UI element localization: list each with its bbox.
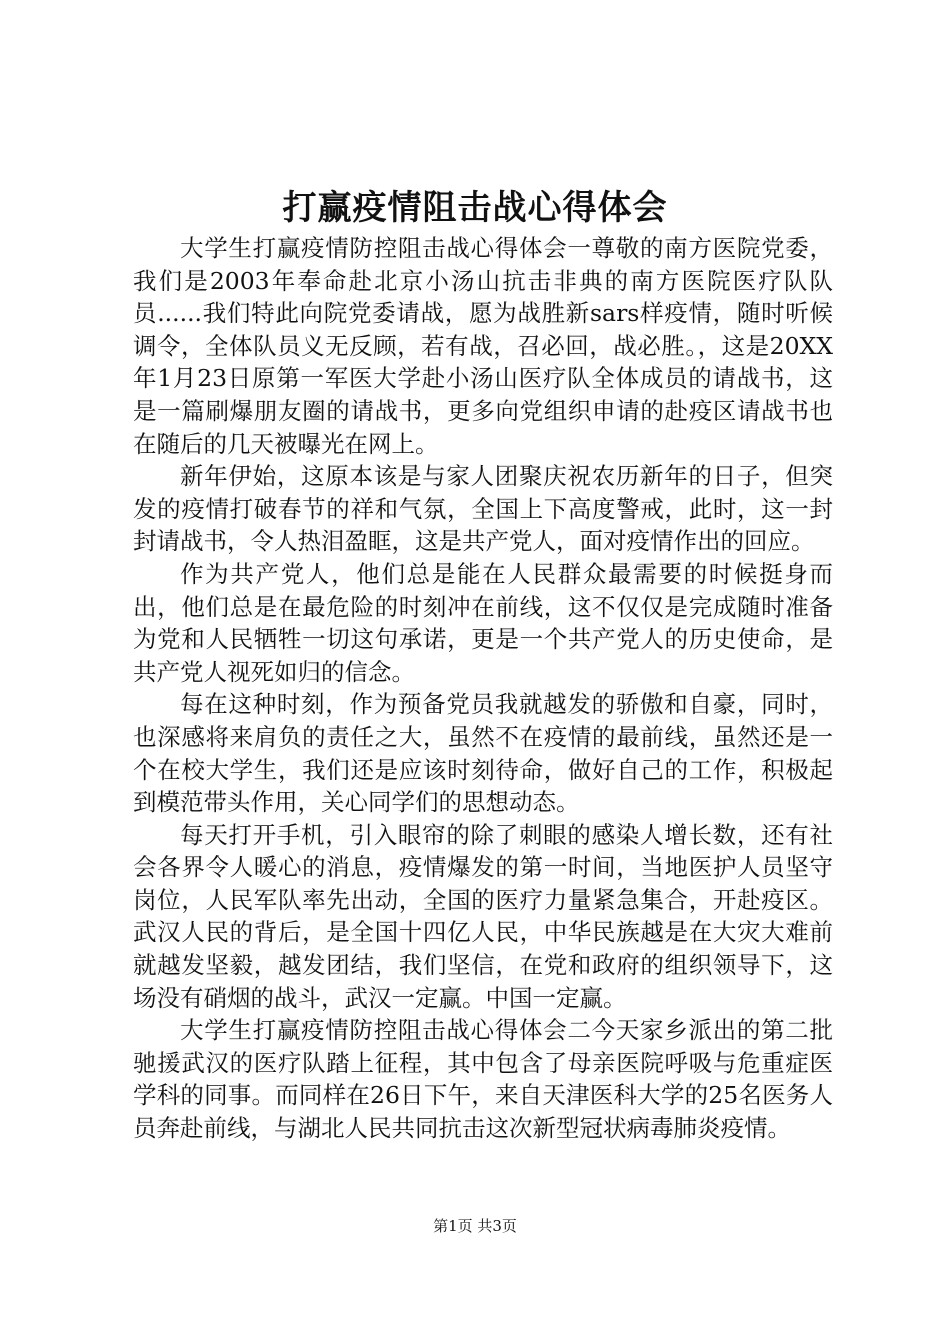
paragraph: 新年伊始，这原本该是与家人团聚庆祝农历新年的日子，但突发的疫情打破春节的祥和气氛，全国上下高度警戒，此时，这一封封请战书，令人热泪盈眶，这是共产党人，面对疫情作出的回应。: [133, 462, 833, 556]
paragraph: 每在这种时刻，作为预备党员我就越发的骄傲和自豪，同时，也深感将来肩负的责任之大，虽然不在疫情的最前线，虽然还是一个在校大学生，我们还是应该时刻待命，做好自己的工作，积极起到模范带头作用，关心同学们的思想动态。: [133, 690, 833, 817]
paragraph: 每天打开手机，引入眼帘的除了刺眼的感染人增长数，还有社会各界令人暖心的消息，疫情爆发的第一时间，当地医护人员坚守岗位，人民军队率先出动，全国的医疗力量紧急集合，开赴疫区。武汉人民的背后，是全国十四亿人民，中华民族越是在大灾大难前就越发坚毅，越发团结，我们坚信，在党和政府的组织领导下，这场没有硝烟的战斗，武汉一定赢。中国一定赢。: [133, 820, 833, 1012]
paragraph: 作为共产党人，他们总是能在人民群众最需要的时候挺身而出，他们总是在最危险的时刻冲在前线，这不仅仅是完成随时准备为党和人民牺牲一切这句承诺，更是一个共产党人的历史使命，是共产党人视死如归的信念。: [133, 559, 833, 686]
paragraph: 大学生打赢疫情防控阻击战心得体会二今天家乡派出的第二批驰援武汉的医疗队踏上征程，其中包含了母亲医院呼吸与危重症医学科的同事。而同样在26日下午，来自天津医科大学的25名医务人员奔赴前线，与湖北人民共同抗击这次新型冠状病毒肺炎疫情。: [133, 1016, 833, 1143]
document-body: [133, 232, 833, 1145]
document-title: 打赢疫情阻击战心得体会: [282, 188, 668, 228]
paragraph: 大学生打赢疫情防控阻击战心得体会一尊敬的南方医院党委，我们是2003年奉命赴北京小汤山抗击非典的南方医院医疗队队员......我们特此向院党委请战，愿为战胜新sars样疫情，随时听候调令，全体队员义无反顾，若有战，召必回，战必胜。，这是20XX年1月23日原第一军医大学赴小汤山医疗队全体成员的请战书，这是一篇刷爆朋友圈的请战书，更多向党组织申请的赴疫区请战书也在随后的几天被曝光在网上。: [133, 234, 833, 458]
page-footer: 第1页 共3页: [433, 1217, 517, 1235]
